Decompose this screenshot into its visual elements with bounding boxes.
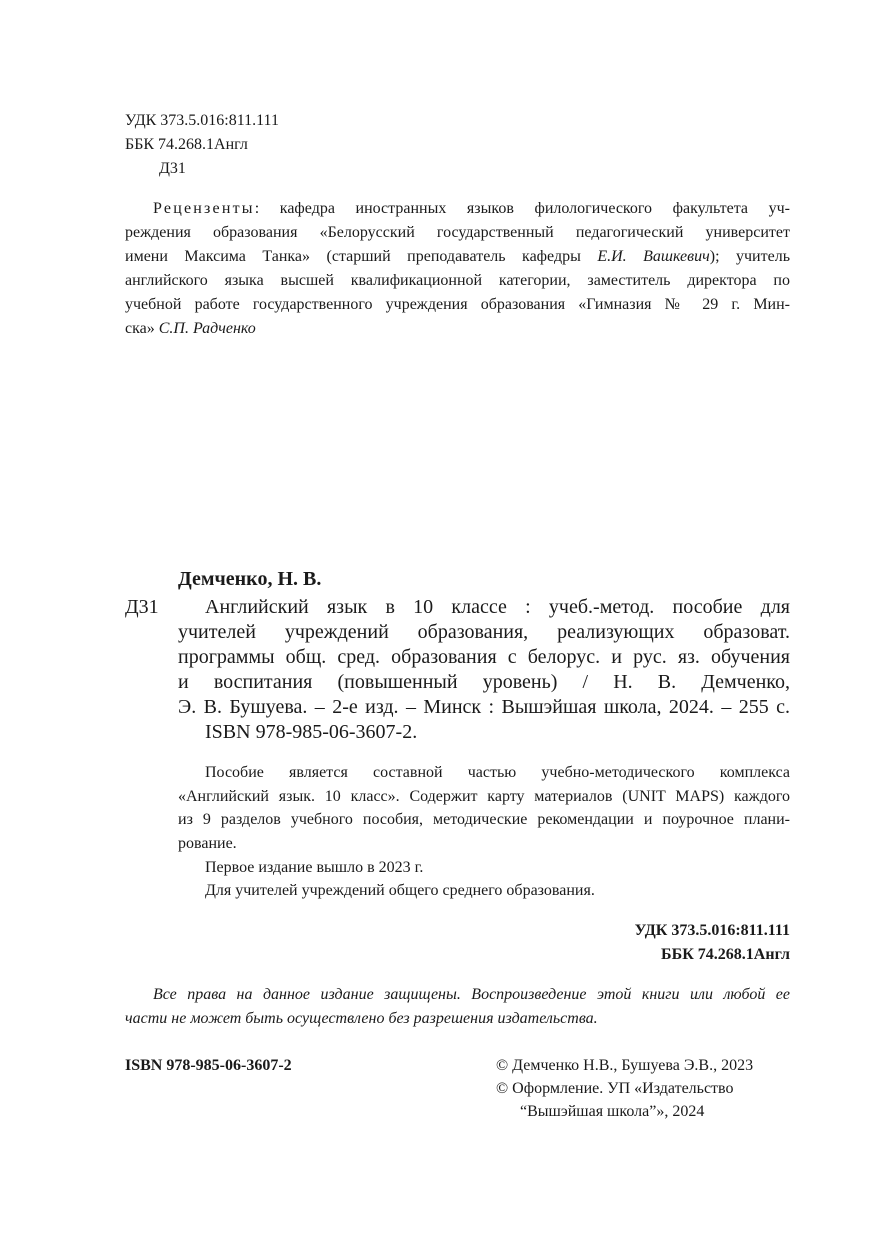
card-line-4: и воспитания (повышенный уровень) / Н. В. Демченко,: [178, 671, 790, 693]
reviewer-name-2: С.П. Радченко: [158, 320, 256, 337]
udk-code: УДК 373.5.016:811.111: [125, 112, 279, 129]
reviewer-name-1: Е.И. Вашкевич: [597, 248, 710, 265]
annotation-line-3: из 9 разделов учебного пособия, методические рекомендации и поурочное плани-: [178, 811, 790, 828]
reviewers-line-4: английского языка высшей квалификационной категории, заместитель директора по: [125, 272, 790, 289]
card-line-5: Э. В. Бушуева. – 2-е изд. – Минск : Вышэйшая школа, 2024. – 255 с.: [178, 696, 790, 718]
audience-note: Для учителей учреждений общего среднего образования.: [205, 882, 595, 899]
rights-line-1: Все права на данное издание защищены. Воспроизведение этой книги или любой ее: [153, 986, 790, 1003]
footer-isbn: ISBN 978-985-06-3607-2: [125, 1057, 292, 1074]
rights-line-2: части не может быть осуществлено без разрешения издательства.: [125, 1010, 598, 1027]
annotation-line-1: Пособие является составной частью учебно-методического комплекса: [205, 764, 790, 781]
card-line-1: Английский язык в 10 классе : учеб.-метод. пособие для: [205, 596, 790, 618]
reviewers-line-1: Рецензенты: кафедра иностранных языков филологического факультета уч-: [153, 200, 790, 217]
reviewers-line-3: имени Максима Танка» (старший преподаватель кафедры Е.И. Вашкевич); учитель: [125, 248, 790, 265]
copyright-publisher: “Вышэйшая школа”», 2024: [520, 1103, 705, 1120]
reviewers-line-5: учебной работе государственного учреждения образования «Гимназия № 29 г. Мин-: [125, 296, 790, 313]
udk-code-right: УДК 373.5.016:811.111: [634, 922, 790, 939]
annotation-line-4: рование.: [178, 835, 237, 852]
reviewers-line-6: ска» С.П. Радченко: [125, 320, 256, 337]
bbk-code: ББК 74.268.1Англ: [125, 136, 248, 153]
bbk-code-right: ББК 74.268.1Англ: [661, 946, 790, 963]
first-edition-note: Первое издание вышло в 2023 г.: [205, 859, 424, 876]
reviewers-label: Рецензенты: [153, 200, 255, 217]
card-author: Демченко, Н. В.: [178, 568, 322, 590]
annotation-line-2: «Английский язык. 10 класс». Содержит карту материалов (UNIT MAPS) каждого: [178, 788, 790, 805]
card-line-2: учителей учреждений образования, реализующих образоват.: [178, 621, 790, 643]
copyright-authors: © Демченко Н.В., Бушуева Э.В., 2023: [496, 1057, 754, 1074]
card-line-3: программы общ. сред. образования с белорус. и рус. яз. обучения: [178, 646, 790, 668]
card-mark: Д31: [125, 596, 159, 618]
reviewers-line-2: реждения образования «Белорусский государственный педагогический университет: [125, 224, 790, 241]
copyright-design: © Оформление. УП «Издательство: [496, 1080, 734, 1097]
card-isbn: ISBN 978-985-06-3607-2.: [205, 721, 418, 743]
author-mark: Д31: [159, 160, 186, 177]
